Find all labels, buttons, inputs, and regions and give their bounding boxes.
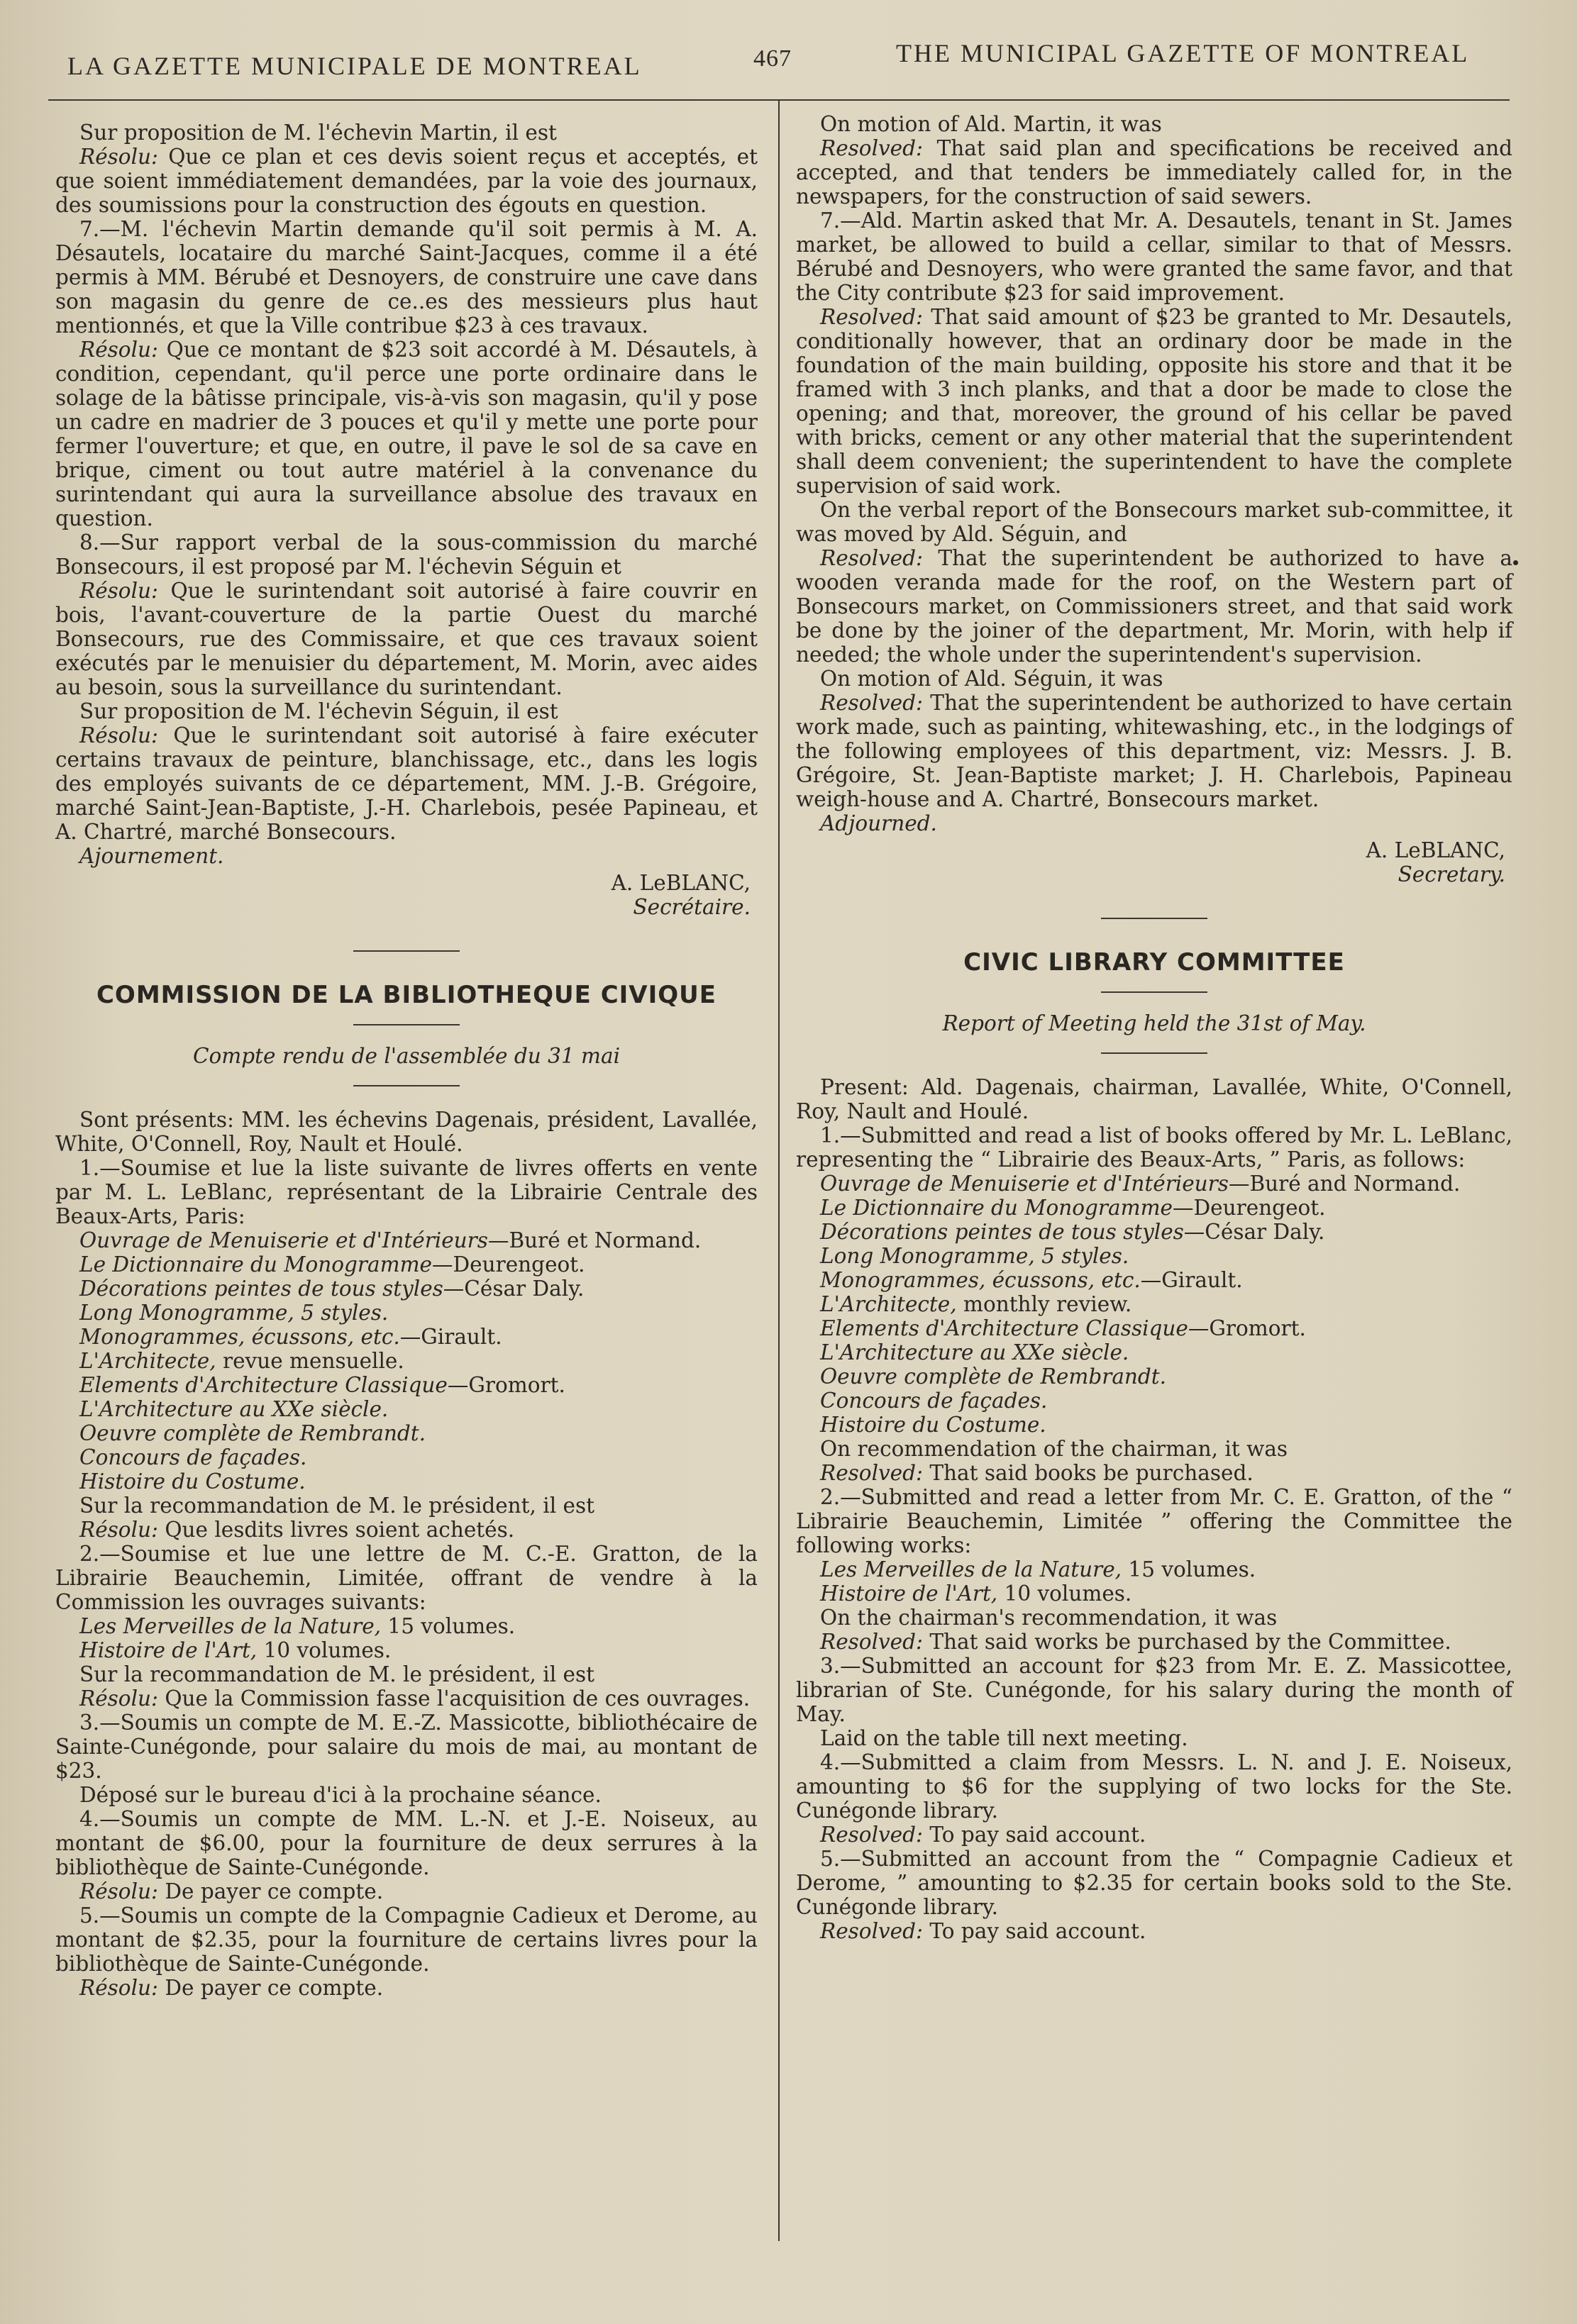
book-entry-detail: —Buré et Normand.	[487, 1228, 702, 1252]
resolution-text: Que ce plan et ces devis soient reçus et acceptés, et que soient immédiatement demandées, par la voie des journaux, des soumissions pour la construction des égouts en question.	[55, 145, 758, 217]
book-entry	[55, 1349, 758, 1373]
resolved-label: Resolved:	[820, 1919, 923, 1943]
book-entry-detail: —César Daly.	[443, 1277, 585, 1301]
resolved-label: Resolved:	[820, 1823, 923, 1847]
library-item-2: 2.—Soumise et lue une lettre de M. C.-E. Gratton, de la Librairie Beauchemin, Limitée, offrant de vendre à la Commission les ouvrages suivants:	[55, 1542, 758, 1614]
book-entry	[796, 1389, 1512, 1413]
library-item-5: 5.—Submitted an account from the “ Compagnie Cadieux et Derome, ” amounting to $2.35 for certain books sold to the Ste. Cunégonde library.	[796, 1847, 1512, 1919]
book-entry	[796, 1413, 1512, 1437]
book-entry-detail: —Gromort.	[447, 1373, 565, 1397]
book-entry-title: Histoire du Costume.	[820, 1413, 1046, 1437]
resolution-painting	[796, 691, 1512, 811]
resolved-label: Resolved:	[820, 691, 923, 715]
work-entry-title: Histoire de l'Art,	[79, 1638, 258, 1662]
book-entry-title: Histoire du Costume.	[79, 1469, 306, 1494]
signature-name: A. LeBLANC,	[611, 871, 751, 895]
book-entry-title: Long Monogramme, 5 styles.	[79, 1301, 389, 1325]
resolution-pay	[796, 1919, 1512, 1943]
recommendation: Sur la recommandation de M. le président, il est	[79, 1662, 594, 1686]
book-entry	[796, 1316, 1512, 1340]
resolution-pay	[796, 1823, 1512, 1847]
library-item-1: 1.—Submitted and read a list of books offered by Mr. L. LeBlanc, representing the “ Librairie des Beaux-Arts, ” Paris, as follows:	[796, 1123, 1512, 1172]
signature-title: Secretary.	[1398, 862, 1505, 886]
resolution-text: That the superintendent be authorized to have a wooden veranda made for the roof, on the Western part of Bonsecours market, on Commissioners street, and that said work be done by the joiner of the department, Mr. Morin, with help if needed; the whole under the superintendent's supervision.	[796, 546, 1512, 667]
book-entry	[55, 1397, 758, 1421]
work-entry	[55, 1638, 758, 1662]
library-item-3: 3.—Soumis un compte de M. E.-Z. Massicotte, bibliothécaire de Sainte-Cunégonde, pour salaire du mois de mai, au montant de $23.	[55, 1711, 758, 1783]
work-entry-detail: 10 volumes.	[997, 1581, 1132, 1606]
resolved-label: Résolu:	[79, 723, 158, 747]
resolution-text: To pay said account.	[922, 1919, 1146, 1943]
work-entry	[796, 1581, 1512, 1606]
resolution-veranda	[796, 546, 1512, 667]
book-entry-title: L'Architecte,	[820, 1292, 957, 1316]
resolution-books	[796, 1461, 1512, 1485]
tabled-note: Laid on the table till next meeting.	[820, 1726, 1188, 1750]
item-7: 7.—Ald. Martin asked that Mr. A. Desautels, tenant in St. James market, be allowed to build a cellar, similar to that of Messrs. Bérubé and Desnoyers, who were granted the same favor, and that the City contribute $23 for said improvement.	[796, 209, 1512, 305]
book-entry	[55, 1373, 758, 1397]
resolved-label: Résolu:	[79, 1976, 158, 2000]
resolution-text: That said books be purchased.	[922, 1461, 1254, 1485]
signature	[55, 871, 758, 919]
header-french-title: LA GAZETTE MUNICIPALE DE MONTREAL	[67, 52, 642, 80]
resolution-text: To pay said account.	[922, 1823, 1146, 1847]
motion-seguin: On motion of Ald. Séguin, it was	[820, 667, 1163, 691]
resolved-label: Resolved:	[820, 546, 923, 570]
subtitle-rule	[353, 1085, 460, 1086]
resolution-desautels	[796, 305, 1512, 498]
resolution-pay	[55, 1879, 758, 1903]
members-present: Present: Ald. Dagenais, chairman, Lavallée, White, O'Connell, Roy, Nault and Houlé.	[796, 1075, 1512, 1123]
title-rule	[353, 1024, 460, 1025]
signature-name: A. LeBLANC,	[1366, 838, 1505, 862]
book-entry-title: L'Architecture au XXe siècle.	[820, 1340, 1129, 1364]
book-entry	[796, 1340, 1512, 1364]
work-entry-title: Histoire de l'Art,	[820, 1581, 998, 1606]
margin-dot	[1513, 560, 1518, 565]
motion-martin: On motion of Ald. Martin, it was	[820, 112, 1162, 136]
item-7: 7.—M. l'échevin Martin demande qu'il soit permis à M. A. Désautels, locataire du marché Saint-Jacques, comme il a été permis à MM. Bérubé et Desnoyers, de construire une cave dans son magasin du genre de ce..es des messieurs plus haut mentionnés, et que la Ville contribue $23 à ces travaux.	[55, 217, 758, 338]
book-entry	[55, 1228, 758, 1252]
members-present: Sont présents: MM. les échevins Dagenais, président, Lavallée, White, O'Connell, Roy, Nault et Houlé.	[55, 1108, 758, 1156]
book-entry-title: Long Monogramme, 5 styles.	[820, 1244, 1129, 1268]
book-entry-detail: —Deurengeot.	[432, 1252, 585, 1277]
book-entry	[796, 1196, 1512, 1220]
resolution-veranda	[55, 579, 758, 699]
section-title: CIVIC LIBRARY COMMITTEE	[963, 948, 1345, 977]
book-list	[796, 1172, 1512, 1437]
signature-title: Secrétaire.	[633, 895, 751, 919]
book-entry-title: Concours de façades.	[820, 1389, 1048, 1413]
resolution-text: Que la Commission fasse l'acquisition de ces ouvrages.	[157, 1686, 751, 1711]
book-entry	[796, 1244, 1512, 1268]
work-entry-title: Les Merveilles de la Nature,	[79, 1614, 382, 1638]
resolved-label: Resolved:	[820, 305, 923, 329]
book-entry-detail: —Girault.	[1140, 1268, 1243, 1292]
motion-martin: Sur proposition de M. l'échevin Martin, il est	[79, 121, 557, 145]
book-entry	[796, 1268, 1512, 1292]
book-entry-detail: revue mensuelle.	[216, 1349, 404, 1373]
book-entry-detail: —Deurengeot.	[1173, 1196, 1326, 1220]
book-entry-title: Oeuvre complète de Rembrandt.	[820, 1364, 1167, 1389]
book-entry	[55, 1445, 758, 1469]
resolution-text: That said works be purchased by the Committee.	[922, 1630, 1451, 1654]
book-entry	[55, 1325, 758, 1349]
adjournment: Adjourned.	[820, 811, 937, 835]
resolution-plan	[55, 145, 758, 217]
work-entry-detail: 15 volumes.	[381, 1614, 516, 1638]
resolved-label: Resolved:	[820, 1461, 923, 1485]
section-subtitle: Compte rendu de l'assemblée du 31 mai	[192, 1044, 621, 1068]
work-entry-detail: 15 volumes.	[1122, 1557, 1256, 1581]
book-entry	[55, 1252, 758, 1277]
book-entry-title: Monogrammes, écussons, etc.	[820, 1268, 1141, 1292]
book-entry	[55, 1277, 758, 1301]
book-entry-title: Le Dictionnaire du Monogramme	[79, 1252, 433, 1277]
resolved-label: Resolved:	[820, 1630, 923, 1654]
book-entry	[796, 1364, 1512, 1389]
english-column	[796, 112, 1512, 1943]
section-title: COMMISSION DE LA BIBLIOTHEQUE CIVIQUE	[96, 981, 717, 1009]
library-item-3: 3.—Submitted an account for $23 from Mr. E. Z. Massicottee, librarian of Ste. Cunégonde, for his salary during the month of May.	[796, 1654, 1512, 1726]
title-rule	[1101, 991, 1207, 993]
recommendation: On the chairman's recommendation, it was	[820, 1606, 1278, 1630]
library-item-2: 2.—Submitted and read a letter from Mr. C. E. Gratton, of the “ Librairie Beauchemin, Limitée ” offering the Committee the following works:	[796, 1485, 1512, 1557]
work-entry	[796, 1557, 1512, 1581]
book-entry-title: Décorations peintes de tous styles	[79, 1277, 443, 1301]
work-entry-title: Les Merveilles de la Nature,	[820, 1557, 1122, 1581]
resolution-text: That the superintendent be authorized to have certain work made, such as painting, whitewashing, etc., in the lodgings of the following employees of this department, viz: Messrs. J. B. Grégoire, St. Jean-Baptiste market; J. H. Charlebois, Papineau weigh-house and A. Chartré, Bonsecours market.	[796, 691, 1512, 811]
resolution-works	[55, 1686, 758, 1711]
subtitle-rule	[1101, 1052, 1207, 1054]
resolved-label: Résolu:	[79, 1686, 158, 1711]
library-item-4: 4.—Submitted a claim from Messrs. L. N. and J. E. Noiseux, amounting to $6 for the supplying of two locks for the Ste. Cunégonde library.	[796, 1750, 1512, 1823]
book-entry-title: Monogrammes, écussons, etc.	[79, 1325, 400, 1349]
resolution-painting	[55, 723, 758, 844]
book-entry-detail: —Gromort.	[1188, 1316, 1306, 1340]
library-item-4: 4.—Soumis un compte de MM. L.-N. et J.-E. Noiseux, au montant de $6.00, pour la fourniture de deux serrures à la bibliothèque de Sainte-Cunégonde.	[55, 1807, 758, 1879]
book-entry	[796, 1172, 1512, 1196]
book-entry-detail: —Girault.	[399, 1325, 502, 1349]
page-number: 467	[753, 45, 792, 72]
book-entry-title: Oeuvre complète de Rembrandt.	[79, 1421, 426, 1445]
recommendation: Sur la recommandation de M. le président, il est	[79, 1494, 594, 1518]
resolution-text: De payer ce compte.	[157, 1976, 384, 2000]
resolution-text: Que le surintendant soit autorisé à faire exécuter certains travaux de peinture, blanchissage, etc., dans les logis des employés suivants de ce département, MM. J.-B. Grégoire, marché Saint-Jean-Baptiste, J.-H. Charlebois, pesée Papineau, et A. Chartré, marché Bonsecours.	[55, 723, 758, 844]
book-entry	[796, 1220, 1512, 1244]
resolved-label: Resolved:	[820, 136, 923, 160]
book-entry	[796, 1292, 1512, 1316]
resolution-text: Que le surintendant soit autorisé à faire couvrir en bois, l'avant-couverture de la partie Ouest du marché Bonsecours, rue des Commissaire, et que ces travaux soient exécutés par le menuisier du département, M. Morin, avec aides au besoin, sous la surveillance du surintendant.	[55, 579, 758, 699]
library-item-5: 5.—Soumis un compte de la Compagnie Cadieux et Derome, au montant de $2.35, pour la fourniture de certains livres pour la bibliothèque de Sainte-Cunégonde.	[55, 1903, 758, 1976]
work-entry-detail: 10 volumes.	[257, 1638, 392, 1662]
book-list	[55, 1228, 758, 1494]
book-entry-detail: —Buré and Normand.	[1228, 1172, 1461, 1196]
book-entry-title: Décorations peintes de tous styles	[820, 1220, 1184, 1244]
book-entry-title: Ouvrage de Menuiserie et d'Intérieurs	[79, 1228, 488, 1252]
book-entry-title: Le Dictionnaire du Monogramme	[820, 1196, 1173, 1220]
resolution-works	[796, 1630, 1512, 1654]
resolved-label: Résolu:	[79, 1518, 158, 1542]
section-subtitle: Report of Meeting held the 31st of May.	[942, 1011, 1366, 1035]
book-entry-title: L'Architecte,	[79, 1349, 216, 1373]
resolution-pay	[55, 1976, 758, 2000]
book-entry	[55, 1469, 758, 1494]
resolution-desautels	[55, 338, 758, 530]
french-column	[55, 121, 758, 2000]
section-rule	[353, 950, 460, 952]
works-list	[796, 1557, 1512, 1606]
book-entry-detail: monthly review.	[956, 1292, 1132, 1316]
resolved-label: Résolu:	[79, 1879, 158, 1903]
item-8: 8.—Sur rapport verbal de la sous-commission du marché Bonsecours, il est proposé par M. l'échevin Séguin et	[55, 530, 758, 579]
book-entry-title: Ouvrage de Menuiserie et d'Intérieurs	[820, 1172, 1229, 1196]
resolved-label: Résolu:	[79, 338, 158, 362]
adjournment: Ajournement.	[79, 844, 224, 868]
resolution-text: De payer ce compte.	[157, 1879, 384, 1903]
resolution-text: That said plan and specifications be received and accepted, and that tenders be immediately called for, in the newspapers, for the construction of said sewers.	[796, 136, 1512, 209]
column-divider	[778, 99, 780, 2241]
book-entry-title: Elements d'Architecture Classique	[79, 1373, 448, 1397]
section-rule	[1101, 918, 1207, 919]
book-entry	[55, 1301, 758, 1325]
book-entry-title: L'Architecture au XXe siècle.	[79, 1397, 389, 1421]
book-entry-detail: —César Daly.	[1183, 1220, 1325, 1244]
signature	[796, 838, 1512, 886]
tabled-note: Déposé sur le bureau d'ici à la prochaine séance.	[79, 1783, 602, 1807]
resolution-text: Que lesdits livres soient achetés.	[157, 1518, 515, 1542]
works-list	[55, 1614, 758, 1662]
resolved-label: Résolu:	[79, 145, 158, 169]
work-entry	[55, 1614, 758, 1638]
resolution-books	[55, 1518, 758, 1542]
resolved-label: Résolu:	[79, 579, 158, 603]
resolution-text: Que ce montant de $23 soit accordé à M. Désautels, à condition, cependant, qu'il perce une porte ordinaire dans le solage de la bâtisse principale, vis-à-vis son magasin, qu'il y pose un cadre en madrier de 3 pouces et qu'il y mette une porte pour fermer l'ouverture; et que, en outre, il pave le sol de sa cave en brique, ciment ou tout autre matériel à la convenance du surintendant qui aura la surveillance absolue des travaux en question.	[55, 338, 758, 530]
book-entry	[55, 1421, 758, 1445]
book-entry-title: Concours de façades.	[79, 1445, 307, 1469]
recommendation: On recommendation of the chairman, it was	[820, 1437, 1288, 1461]
motion-seguin: Sur proposition de M. l'échevin Séguin, il est	[79, 699, 558, 723]
item-8: On the verbal report of the Bonsecours market sub-committee, it was moved by Ald. Séguin, and	[796, 498, 1512, 546]
header-english-title: THE MUNICIPAL GAZETTE OF MONTREAL	[896, 39, 1470, 67]
book-entry-title: Elements d'Architecture Classique	[820, 1316, 1188, 1340]
resolution-text: That said amount of $23 be granted to Mr. Desautels, conditionally however, that an ordinary door be made in the foundation of the main building, opposite his store and that it be framed with 3 inch planks, and that a door be made to close the opening; and that, moreover, the ground of his cellar be paved with bricks, cement or any other material that the superintendent shall deem convenient; the superintendent to have the complete supervision of said work.	[796, 305, 1512, 498]
resolution-plan	[796, 136, 1512, 209]
library-item-1: 1.—Soumise et lue la liste suivante de livres offerts en vente par M. L. LeBlanc, représentant de la Librairie Centrale des Beaux-Arts, Paris:	[55, 1156, 758, 1228]
